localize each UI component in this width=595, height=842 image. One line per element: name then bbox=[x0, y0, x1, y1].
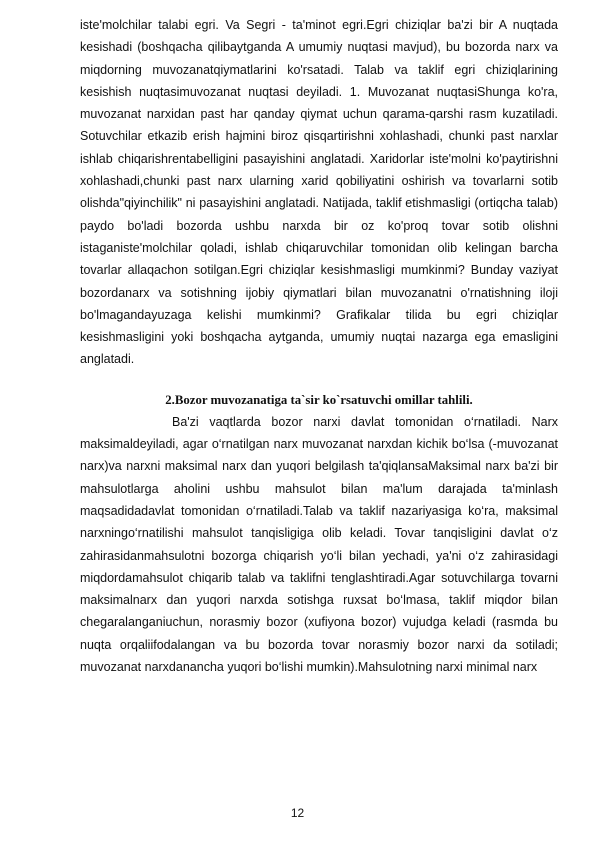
body-paragraph-1: iste'molchilar talabi egri. Va Segri - ta'minot egri.Egri chiziqlar ba'zi bir A nuqtada kesishadi (boshqacha qilibaytganda A umumiy nuqtasi mavjud), bu bozorda narx va miqdorning muvozanatqiymatlarini ko'rsatadi. Talab va taklif egri chiziqlarining kesishish nuqtasimuvozanat nuqtasi deyiladi. 1. Muvozanat nuqtasiShunga ko'ra, muvozanat narxidan past har qanday qiymat uchun qarama-qarshi rasm kuzatiladi. Sotuvchilar etkazib erish hajmini biroz qisqartirishni xohlashadi, chunki past narxlar ishlab chiqarishrentabelligini pasayishini anglatadi. Xaridorlar iste'molni ko'paytirishni xohlashadi,chunki past narx ularning xarid qobiliyatini oshirish va tovarlarni sotib olishda"qiyinchilik" ni pasayishini anglatadi. Natijada, taklif etishmasligi (ortiqcha talab) paydo bo'ladi bozorda ushbu narxda bir oz ko'proq tovar sotib olishni istaganiste'molchilar qoladi, ishlab chiqaruvchilar tomonidan olib kelingan barcha tovarlar allaqachon sotilgan.Egri chiziqlar kesishmasligi mumkinmi? Bunday vaziyat bozordanarx va sotishning ijobiy qiymatlari bilan muvozanatni o'rnatishning iloji bo'lmagandayuzaga kelishi mumkinmi? Grafikalar tilida bu egri chiziqlar kesishmasligini yoki boshqacha aytganda, umumiy nuqtai nazarga ega emasligini anglatadi. bbox=[80, 18, 558, 367]
section-heading: 2.Bozor muvozanatiga ta`sir ko`rsatuvchi omillar tahlili. bbox=[165, 392, 473, 407]
body-paragraph-2: Ba'zi vaqtlarda bozor narxi davlat tomonidan o‘rnatiladi. Narx maksimaldeyiladi, agar o‘rnatilgan narx muvozanat narxdan kichik bo‘lsa (-muvozanat narx)va narxni maksimal narx dan yuqori belgilash ta'qiqlansaMaksimal narx ba'zi bir mahsulotlarga aholini ushbu mahsulot bilan ma'lum darajada ta'minlash maqsadidadavlat tomonidan o‘rnatiladi.Talab va taklif nazariyasiga ko‘ra, maksimal narxningo‘rnatilishi mahsulot tanqisligiga olib keladi. Tovar tanqisligini davlat o‘z zahirasidanmahsulotni bozorga chiqarish yo‘li bilan yechadi, ya'ni o‘z zahirasidagi miqdordamahsulot chiqarib talab va taklifni tenglashtiradi.Agar sotuvchilarga tovarni maksimalnarx dan yuqori narxda sotishga ruxsat bo‘lmasa, taklif miqdor bilan chegaralanganiuchun, norasmiy bozor (xufiyona bozor) vujudga keladi (rasmda bu nuqta orqaliifodalangan va bu bozorda tovar norasmiy bozor narxi da sotiladi; muvozanat narxdanancha yuqori bo‘lishi mumkin).Mahsulotning narxi minimal narx bbox=[80, 414, 558, 675]
document-page bbox=[80, 14, 558, 678]
page-number: 12 bbox=[290, 806, 305, 820]
